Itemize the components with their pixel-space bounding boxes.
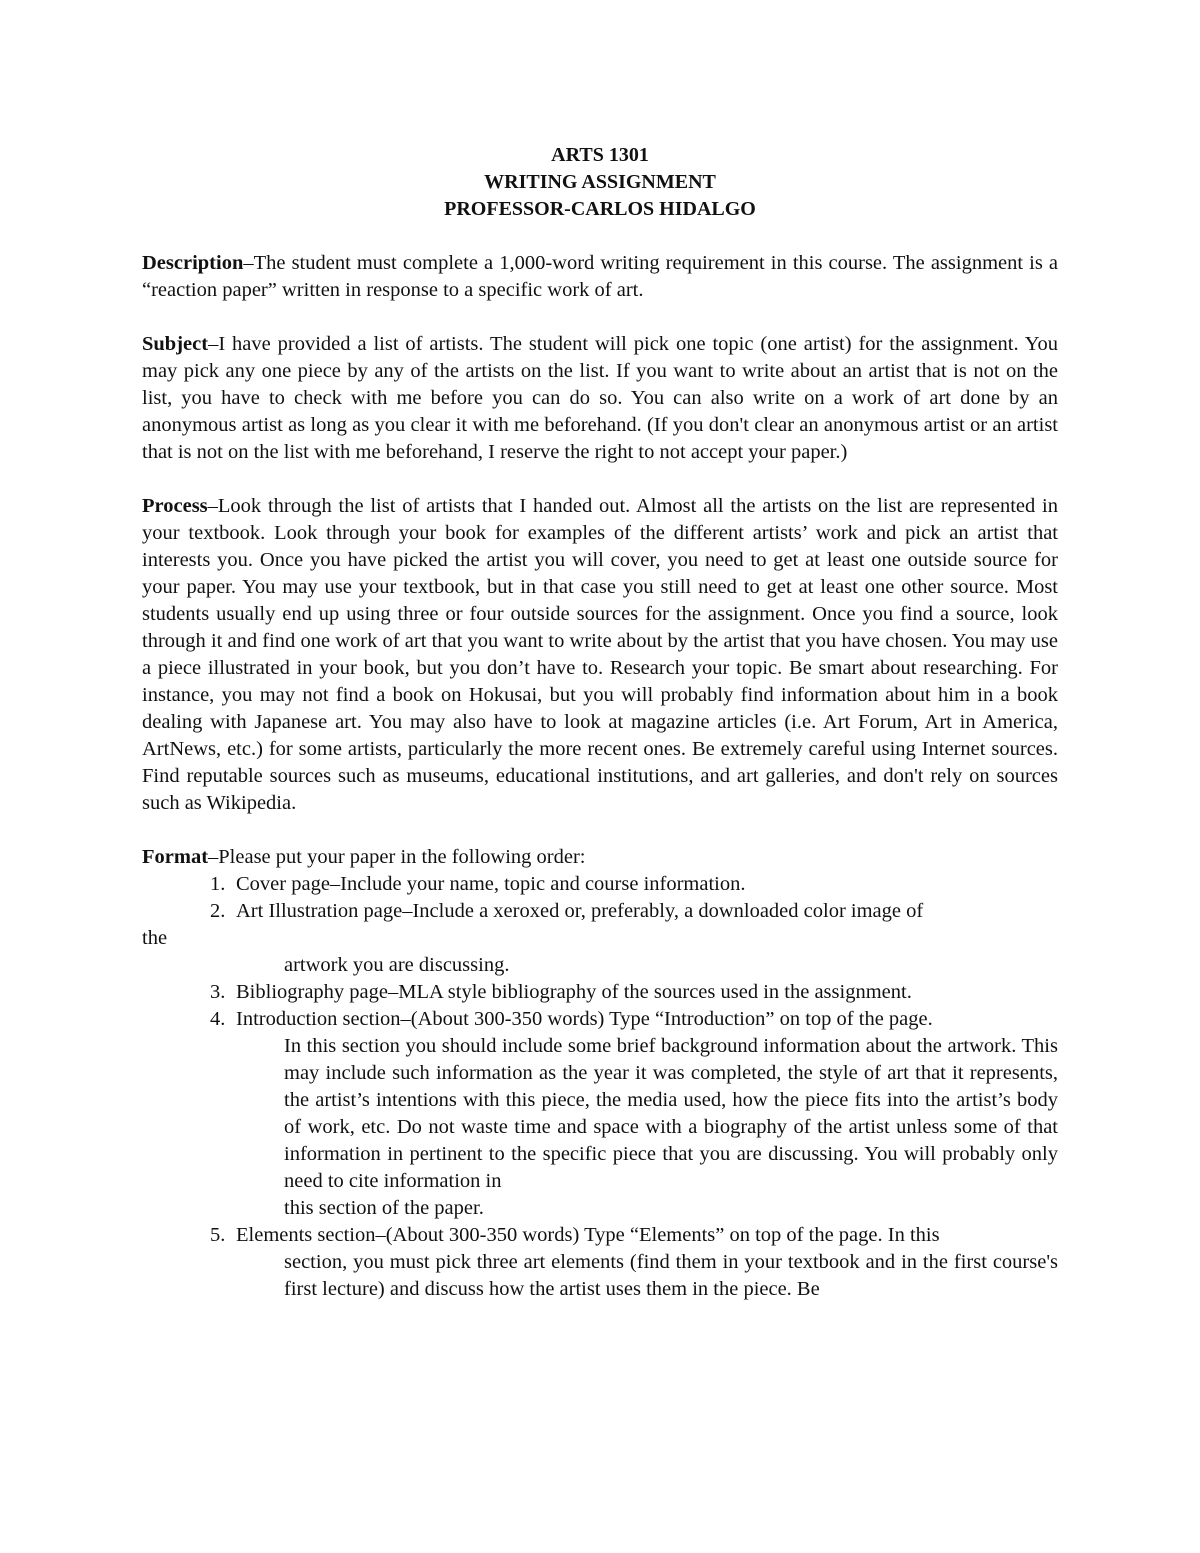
professor-name: PROFESSOR-CARLOS HIDALGO	[444, 198, 756, 220]
description-label: Description	[142, 252, 244, 274]
list-item-continuation: artwork you are discussing.	[284, 954, 510, 976]
list-item-text: Elements section–(About 300-350 words) Type “Elements” on top of the page. In this	[236, 1224, 940, 1246]
list-item-number: 1.	[210, 873, 226, 895]
list-item-wrapped-word: the	[142, 927, 168, 949]
list-item-text: Bibliography page–MLA style bibliography of the sources used in the assignment.	[236, 981, 912, 1003]
list-item	[142, 871, 1058, 898]
assignment-title: WRITING ASSIGNMENT	[484, 171, 716, 193]
format-paragraph	[142, 844, 1058, 871]
format-intro-text: –Please put your paper in the following order:	[208, 846, 586, 868]
process-text: –Look through the list of artists that I handed out. Almost all the artists on the list are represented in your textbook. Look through your book for examples of the different artists’ work and pick an artist that interests you. Once you have picked the artist you will cover, you need to get at least one outside source for your paper. You may use your textbook, but in that case you still need to get at least one other source. Most students usually end up using three or four outside sources for the assignment. Once you find a source, look through it and find one work of art that you want to write about by the artist that you have chosen. You may use a piece illustrated in your book, but you don’t have to. Research your topic. Be smart about researching. For instance, you may not find a book on Hokusai, but you will probably find information about him in a book dealing with Japanese art. You may also have to look at magazine articles (i.e. Art Forum, Art in America, ArtNews, etc.) for some artists, particularly the more recent ones. Be extremely careful using Internet sources. Find reputable sources such as museums, educational institutions, and art galleries, and don't rely on sources such as Wikipedia.	[142, 495, 1058, 814]
list-item-number: 5.	[210, 1224, 226, 1246]
list-item-number: 3.	[210, 981, 226, 1003]
list-item-continuation: section, you must pick three art elements (find them in your textbook and in the first course's first lecture) and discuss how the artist uses them in the piece. Be	[284, 1251, 1058, 1300]
subject-text: –I have provided a list of artists. The student will pick one topic (one artist) for the assignment. You may pick any one piece by any of the artists on the list. If you want to write about an artist that is not on the list, you have to check with me before you can do so. You can also write on a work of art done by an anonymous artist as long as you clear it with me beforehand. (If you don't clear an anonymous artist or an artist that is not on the list with me beforehand, I reserve the right to not accept your paper.)	[142, 333, 1058, 463]
list-item	[142, 1222, 1058, 1303]
list-item-continuation-end: this section of the paper.	[284, 1197, 484, 1219]
list-item	[142, 979, 1058, 1006]
list-item-text: Art Illustration page–Include a xeroxed or, preferably, a downloaded color image of	[236, 900, 924, 922]
format-label: Format	[142, 846, 209, 868]
list-item-text: Introduction section–(About 300-350 words) Type “Introduction” on top of the page.	[236, 1008, 933, 1030]
course-title: ARTS 1301	[551, 144, 649, 166]
description-text: –The student must complete a 1,000-word writing requirement in this course. The assignment is a “reaction paper” written in response to a specific work of art.	[142, 252, 1058, 301]
process-paragraph	[142, 493, 1058, 817]
list-item-number: 2.	[210, 900, 226, 922]
subject-label: Subject	[142, 333, 209, 355]
format-list	[142, 871, 1058, 1303]
document-body	[142, 250, 1058, 1303]
process-label: Process	[142, 495, 208, 517]
list-item-continuation: In this section you should include some brief background information about the artwork. This may include such information as the year it was completed, the style of art that it represents, the artist’s intentions with this piece, the media used, how the piece fits into the artist’s body of work, etc. Do not waste time and space with a biography of the artist unless some of that information in pertinent to the specific piece that you are discussing. You will probably only need to cite information in	[284, 1035, 1058, 1192]
list-item-number: 4.	[210, 1008, 226, 1030]
list-item	[142, 1006, 1058, 1222]
list-item-text: Cover page–Include your name, topic and course information.	[236, 873, 746, 895]
list-item	[142, 898, 1058, 979]
document-header	[0, 142, 1200, 223]
description-paragraph	[142, 250, 1058, 304]
subject-paragraph	[142, 331, 1058, 466]
